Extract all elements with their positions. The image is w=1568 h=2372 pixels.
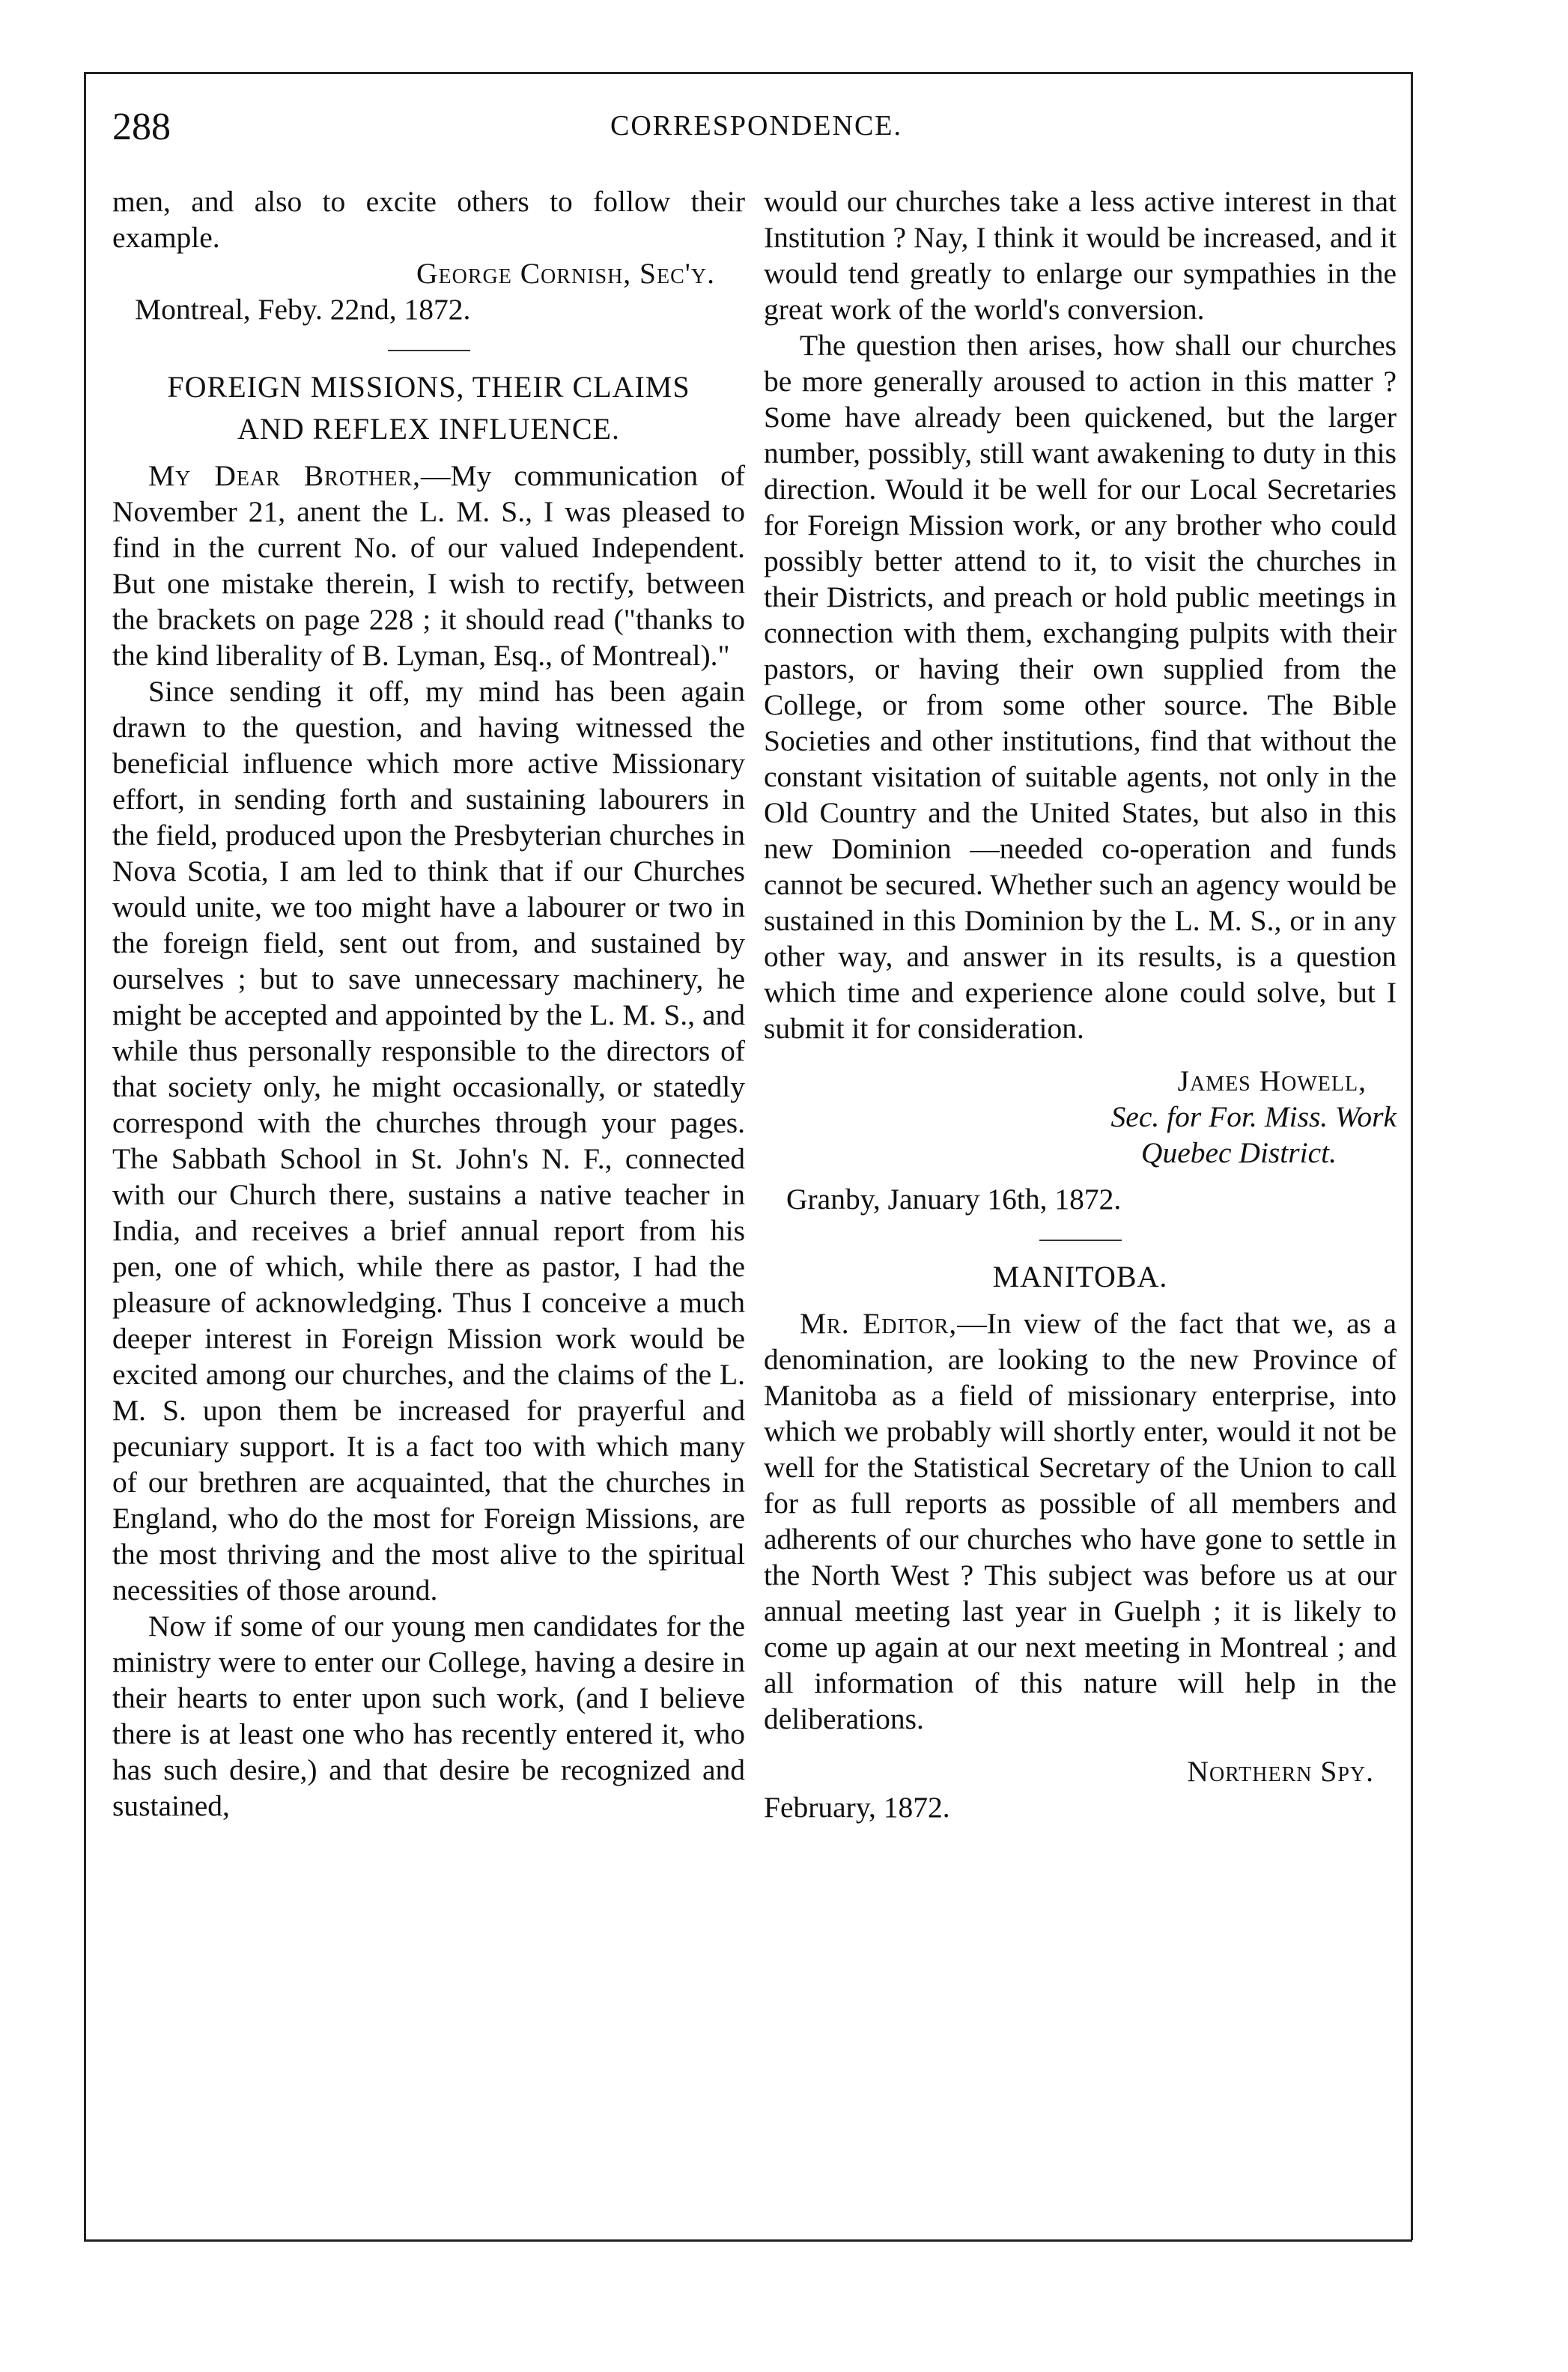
page-frame-right: [1411, 72, 1413, 2240]
page-number: 288: [112, 106, 171, 148]
paragraph: would our churches take a less active interest in that Institution ? Nay, I think it would be increased, and it would tend greatly to enlarge our sympathies in the great work of the world's conversion.: [764, 185, 1397, 326]
article-heading-line2: AND REFLEX INFLUENCE.: [237, 412, 620, 446]
intro-text: men, and also to excite others to follow their example.: [112, 185, 745, 254]
section-divider: [1039, 1240, 1122, 1241]
section-divider: [388, 350, 470, 351]
signature-district: Quebec District.: [1140, 1136, 1337, 1169]
page-header: [112, 105, 1400, 157]
paragraph: The question then arises, how shall our churches be more generally aroused to action in this matter ? Some have already been quickened, but the larger number, possibly, still want awakening to duty in this direction. Would it be well for our Local Secretaries for Foreign Mission work, or any brother who could possibly better attend to it, to visit the churches in their Districts, and preach or hold public meetings in connection with them, exchanging pulpits with their pastors, or having their own supplied from the College, or from some other source. The Bible Societies and other institutions, find that without the constant visitation of suitable agents, not only in the Old Country and the United States, but also in this new Dominion —needed co-operation and funds cannot be secured. Whether such an agency would be sustained in this Dominion by the L. M. S., or in any other way, and answer in its results, is a question which time and experience alone could solve, but I submit it for consideration.: [764, 329, 1397, 1045]
running-head: CORRESPONDENCE.: [610, 110, 902, 142]
article-heading-line1: FOREIGN MISSIONS, THEIR CLAIMS: [167, 370, 690, 404]
paragraph: Mr. Editor,—In view of the fact that we, as a denomination, are looking to the new Province of Manitoba as a field of missionary enterprise, into which we probably will shortly enter, would it not be well for the Statistical Secretary of the Union to call for as full reports as possible of all members and adherents of our churches who have gone to settle in the North West ? This subject was before us at our annual meeting last year in Guelph ; it is likely to come up again at our next meeting in Montreal ; and all information of this nature will help in the deliberations.: [764, 1307, 1397, 1735]
paragraph: My Dear Brother,—My communication of November 21, anent the L. M. S., I was pleased to find in the current No. of our valued Independent. But one mistake therein, I wish to rectify, between the brackets on page 228 ; it should read ("thanks to the kind liberality of B. Lyman, Esq., of Montreal).": [112, 459, 745, 672]
manitoba-heading: MANITOBA.: [992, 1260, 1168, 1293]
signature-date-february: February, 1872.: [764, 1791, 950, 1824]
paragraph: Now if some of our young men candidates for the ministry were to enter our College, having a desire in their hearts to enter upon such work, (and I believe there is at least one who has recently entered it, who has such desire,) and that desire be recognized and sustained,: [112, 1610, 745, 1822]
signature-date-granby: Granby, January 16th, 1872.: [786, 1183, 1122, 1216]
signature-northern-spy: Northern Spy.: [1187, 1755, 1374, 1788]
salutation: Mr. Editor,: [800, 1307, 958, 1340]
left-column: [112, 183, 745, 1824]
signature-date-montreal: Montreal, Feby. 22nd, 1872.: [135, 293, 471, 326]
right-column: [764, 183, 1397, 1825]
signature-title: Sec. for For. Miss. Work: [1110, 1100, 1397, 1133]
page-frame-left: [84, 72, 86, 2240]
signature-howell: James Howell,: [1177, 1064, 1367, 1097]
page-frame-bottom: [84, 2239, 1412, 2242]
paragraph: Since sending it off, my mind has been again drawn to the question, and having witnessed the beneficial influence which more active Missionary effort, in sending forth and sustaining labourers in the field, produced upon the Presbyterian churches in Nova Scotia, I am led to think that if our Churches would unite, we too might have a labourer or two in the foreign field, sent out from, and sustained by ourselves ; but to save unnecessary machinery, he might be accepted and appointed by the L. M. S., and while thus personally responsible to the directors of that society only, he might occasionally, or statedly correspond with the churches through your pages. The Sabbath School in St. John's N. F., connected with our Church there, sustains a native teacher in India, and receives a brief annual report from his pen, one of which, while there as pastor, I had the pleasure of acknowledging. Thus I conceive a much deeper interest in Foreign Mission work would be excited among our churches, and the claims of the L. M. S. upon them be increased for prayerful and pecuniary support. It is a fact too with which many of our brethren are acquainted, that the churches in England, who do the most for Foreign Missions, are the most thriving and the most alive to the spiritual necessities of those around.: [112, 675, 745, 1607]
page-frame-top: [84, 72, 1412, 74]
salutation: My Dear Brother,: [148, 459, 422, 492]
signature-cornish: George Cornish, Sec'y.: [416, 257, 715, 290]
